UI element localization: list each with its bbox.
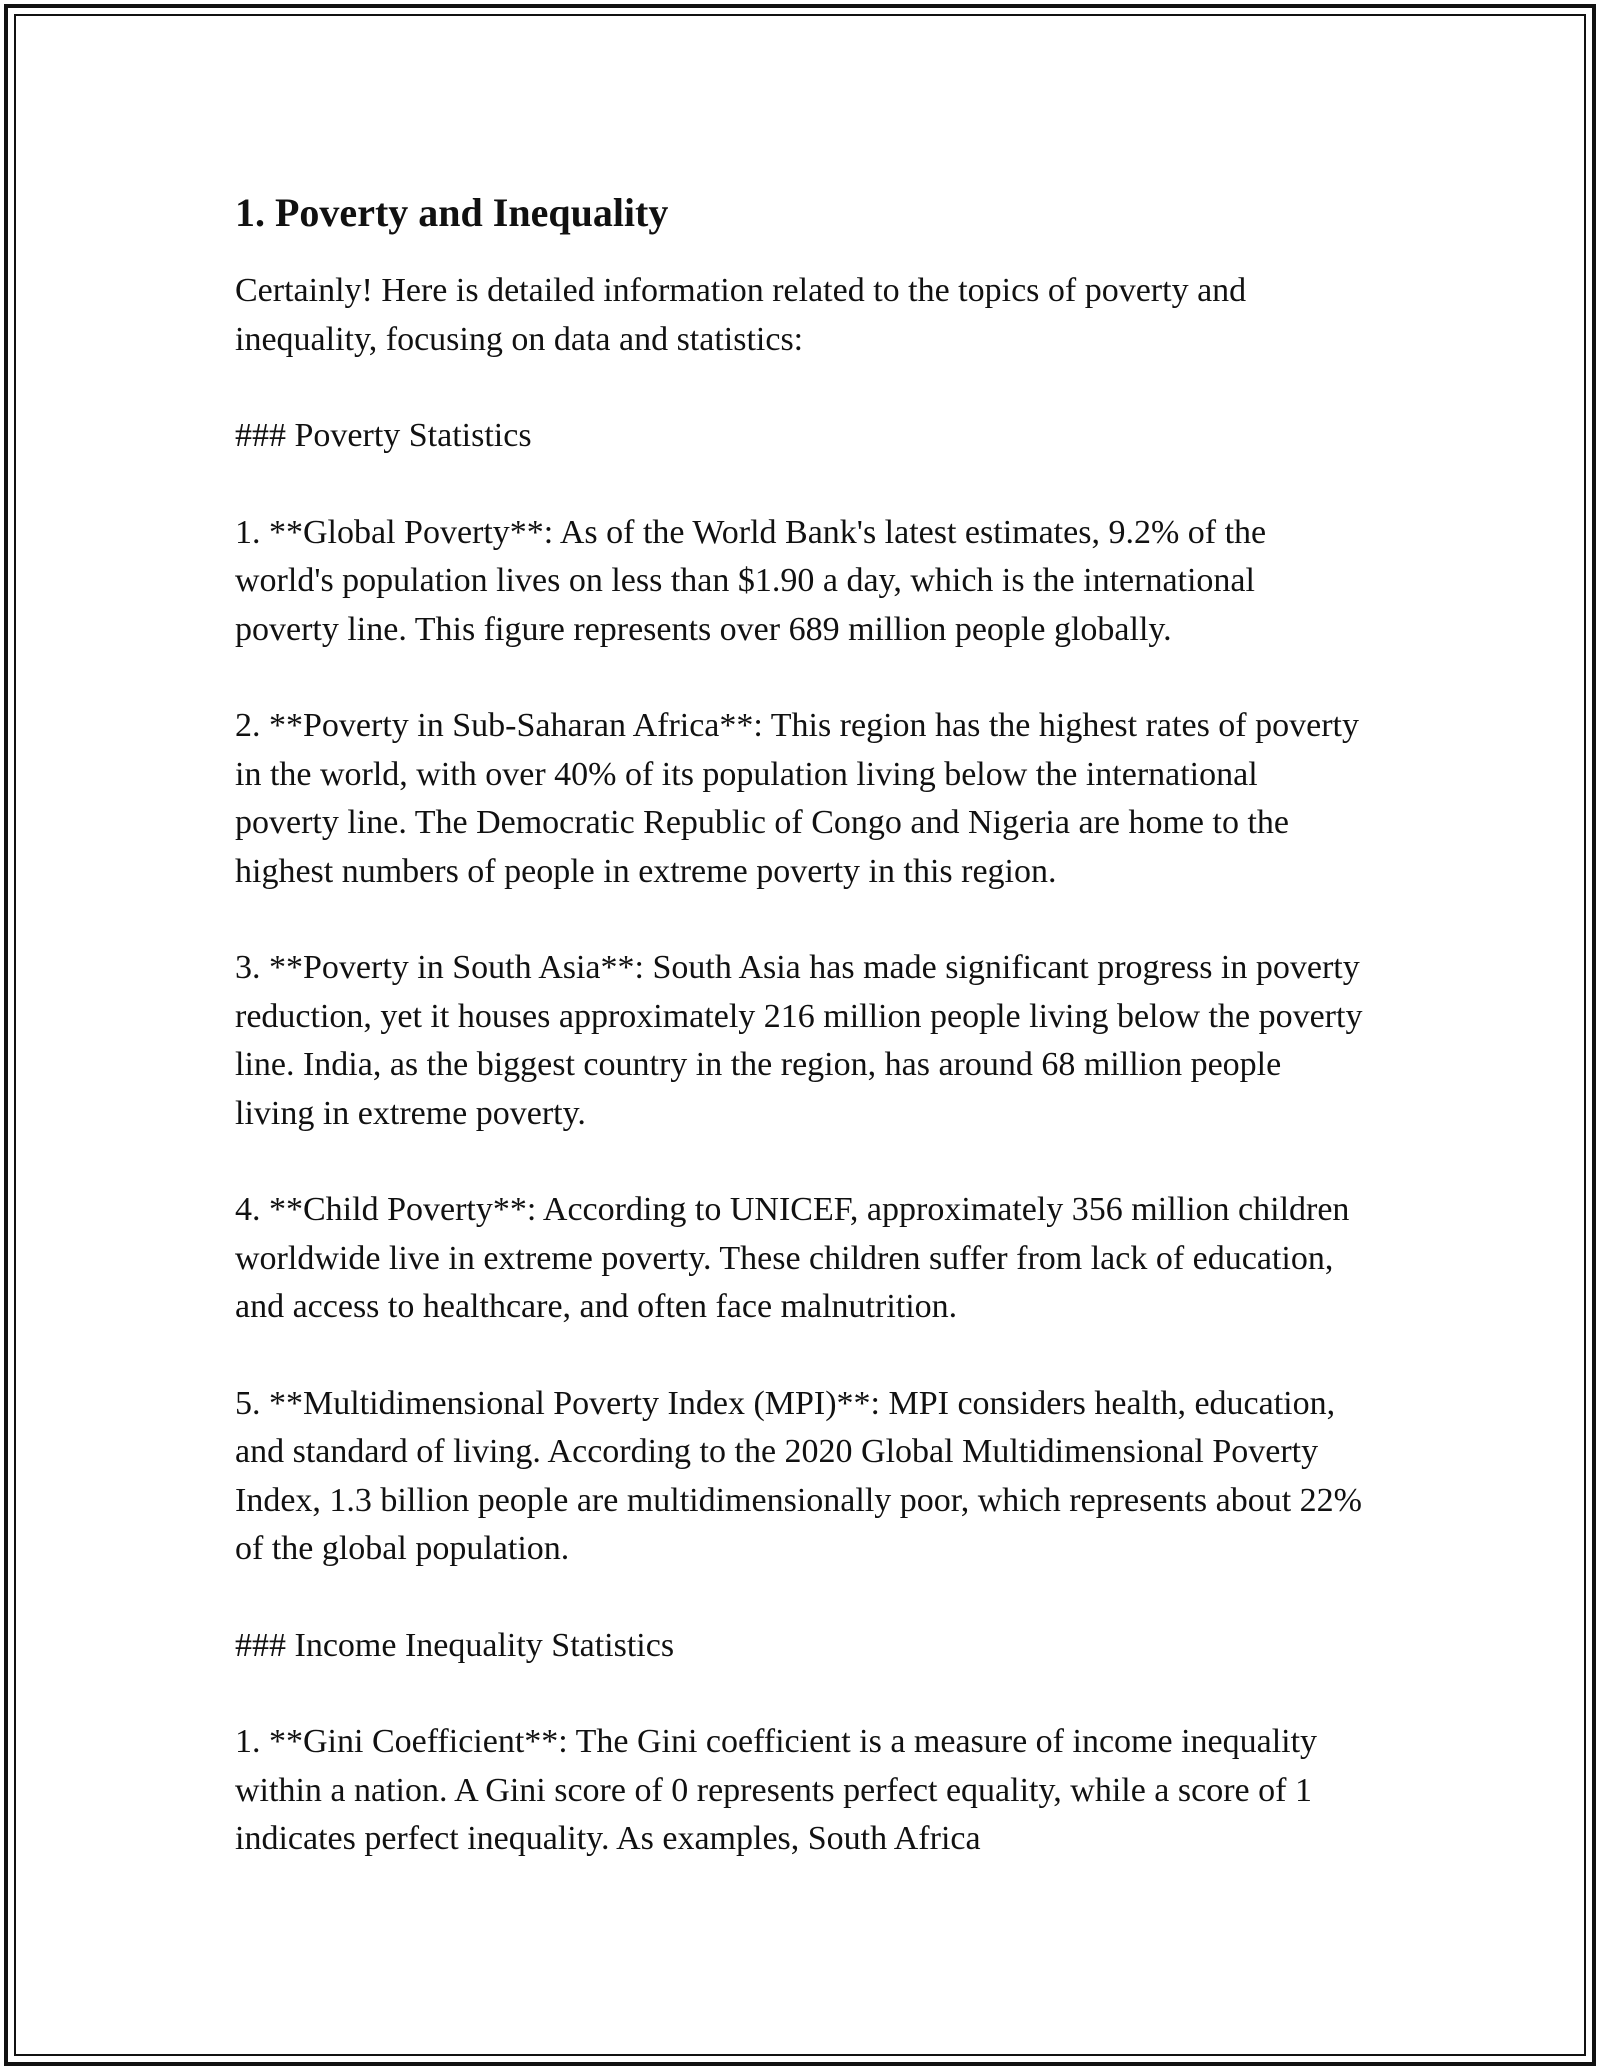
document-body [235, 185, 1365, 1912]
poverty-statistics-heading: ### Poverty Statistics [235, 417, 532, 454]
poverty-item-child: 4. **Child Poverty**: According to UNICEF, approximately 356 million children worldwide live in extreme poverty. These children suffer from lack of education, and access to healthcare, and often face malnutrition. [235, 1191, 1350, 1325]
income-inequality-heading: ### Income Inequality Statistics [235, 1626, 675, 1664]
poverty-item-south-asia: 3. **Poverty in South Asia**: South Asia has made significant progress in poverty reduction, yet it houses approximately 216 million people living below the poverty line. India, as the biggest country in the region, has around 68 million people living in extreme poverty. [235, 949, 1363, 1132]
poverty-item-global: 1. **Global Poverty**: As of the World Bank's latest estimates, 9.2% of the world's population lives on less than $1.90 a day, which is the international poverty line. This figure represents over 689 million people globally. [235, 513, 1267, 648]
income-item-gini: 1. **Gini Coefficient**: The Gini coefficient is a measure of income inequality within a nation. A Gini score of 0 represents perfect equality, while a score of 1 indicates perfect inequality. As examples, South Africa [235, 1723, 1318, 1857]
section-title: 1. Poverty and Inequality [235, 190, 669, 235]
poverty-item-sub-saharan-africa: 2. **Poverty in Sub-Saharan Africa**: This region has the highest rates of poverty in the world, with over 40% of its population living below the international poverty line. The Democratic Republic of Congo and Nigeria are home to the highest numbers of people in extreme poverty in this region. [235, 707, 1359, 890]
intro-paragraph: Certainly! Here is detailed information related to the topics of poverty and inequality, focusing on data and statistics: [235, 272, 1247, 358]
poverty-item-mpi: 5. **Multidimensional Poverty Index (MPI)**: MPI considers health, education, and standard of living. According to the 2020 Global Multidimensional Poverty Index, 1.3 billion people are multidimensionally poor, which represents about 22% of the global population. [235, 1384, 1362, 1567]
